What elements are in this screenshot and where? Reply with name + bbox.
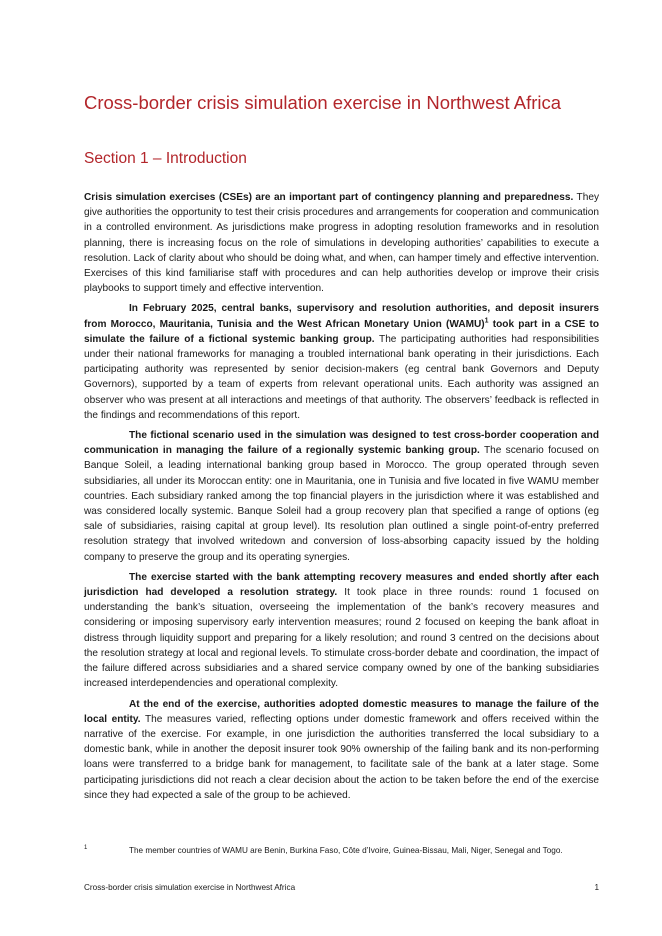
paragraph-4 bbox=[84, 570, 599, 692]
paragraph-5-body: The measures varied, reflecting options under domestic framework and offers received within the narrative of the exercise. For example, in one jurisdiction the authorities transferred the local subsidiary to a domestic bank, while in another the deposit insurer took 90% ownership of the failing bank and its non-performing loans were transferred to a bridge bank for management, to facilitate sale of the bank at a later stage. Some participating jurisdictions did not reach a clear decision about the action to be taken before the end of the exercise since they had expected a sale of the group to be achieved. bbox=[84, 713, 600, 801]
paragraph-4-lead: The exercise started with the bank attempting recovery measures and ended shortly after each jurisdiction had developed a resolution strategy. bbox=[84, 571, 599, 599]
footnote-text: The member countries of WAMU are Benin, Burkina Faso, Côte d’Ivoire, Guinea-Bissau, Mali, Niger, Senegal and Togo. bbox=[129, 846, 563, 855]
paragraph-5-lead: At the end of the exercise, authorities adopted domestic measures to manage the failure of the local entity. bbox=[84, 698, 599, 725]
paragraph-2-body: The participating authorities had responsibilities under their national frameworks for managing a troubled international bank operating in their jurisdictions. Each participating authority was represented by senior decision-makers (eg central bank Governors and Deputy Governors), supported by a team of experts from relevant operational units. Each authority was assigned an observer who was present at all interactions and meetings of that authority. The observers’ feedback is reflected in the findings and recommendations of this report. bbox=[84, 333, 599, 421]
body-text bbox=[84, 190, 599, 808]
paragraph-3-lead: The fictional scenario used in the simulation was designed to test cross-border cooperation and communication in managing the failure of a regionally systemic banking group. bbox=[84, 430, 599, 457]
paragraph-2 bbox=[84, 301, 599, 423]
paragraph-3-body: The scenario focused on Banque Soleil, a leading international banking group based in Morocco. The group operated through seven subsidiaries, all under its Moroccan entity: one in Mauritania, one in Tunisia and five located in five WAMU member countries. Each subsidiary ranked among the top financial players in the jurisdiction where it was established and was considered locally systemic. Banque Soleil had a group recovery plan that specified a range of options (eg sale of subsidiaries, raising capital at group level). Its resolution plan outlined a single point-of-entry preferred resolution strategy that involved writedown and conversion of loss-absorbing capacity issued by the holding company to preserve the group and its operating synergies. bbox=[84, 445, 599, 563]
paragraph-2-lead: In February 2025, central banks, supervisory and resolution authorities, and deposit insurers from Morocco, Mauritania, Tunisia and the West African Monetary Union (WAMU) bbox=[84, 303, 599, 330]
paragraph-4-body: It took place in three rounds: round 1 focused on understanding the bank’s situation, overseeing the implementation of the bank’s recovery measures and considering or imposing supervisory early intervention measures; round 2 focused on keeping the bank afloat in distress through liquidity support and preparing for a likely resolution; and round 3 centred on the decisions about the resolution strategy at local and regional levels. To stimulate cross-border debate and coordination, the impact of the failure differed across subsidiaries and a shared service company owned by one of the banking subsidiaries increased interdependencies and operational complexity. bbox=[84, 587, 600, 690]
paragraph-1 bbox=[84, 190, 599, 296]
footnote-number: 1 bbox=[84, 845, 88, 851]
paragraph-5 bbox=[84, 697, 599, 803]
paragraph-3 bbox=[84, 428, 599, 565]
footer-title: Cross-border crisis simulation exercise in Northwest Africa bbox=[84, 883, 296, 892]
page-number: 1 bbox=[594, 883, 599, 892]
paragraph-2-lead-after: took part in a CSE to simulate the failure of a fictional systemic banking group. bbox=[84, 318, 599, 345]
paragraph-1-lead: Crisis simulation exercises (CSEs) are an important part of contingency planning and preparedness. bbox=[84, 192, 574, 203]
document-title: Cross-border crisis simulation exercise in Northwest Africa bbox=[84, 92, 562, 113]
paragraph-1-body: They give authorities the opportunity to test their crisis procedures and arrangements for cooperation and communication in a controlled environment. As jurisdictions make progress in adopting resolution frameworks and in resolution planning, there is increasing focus on the role of simulations in developing authorities’ capabilities to execute a resolution. Lack of clarity about who should be doing what, and when, can hamper timely and effective intervention. Exercises of this kind familiarise staff with procedures and can help authorities develop or improve their crisis playbooks to support timely and effective intervention. bbox=[84, 192, 599, 295]
section-heading: Section 1 – Introduction bbox=[84, 150, 247, 167]
footnote-reference[interactable]: 1 bbox=[484, 317, 489, 325]
